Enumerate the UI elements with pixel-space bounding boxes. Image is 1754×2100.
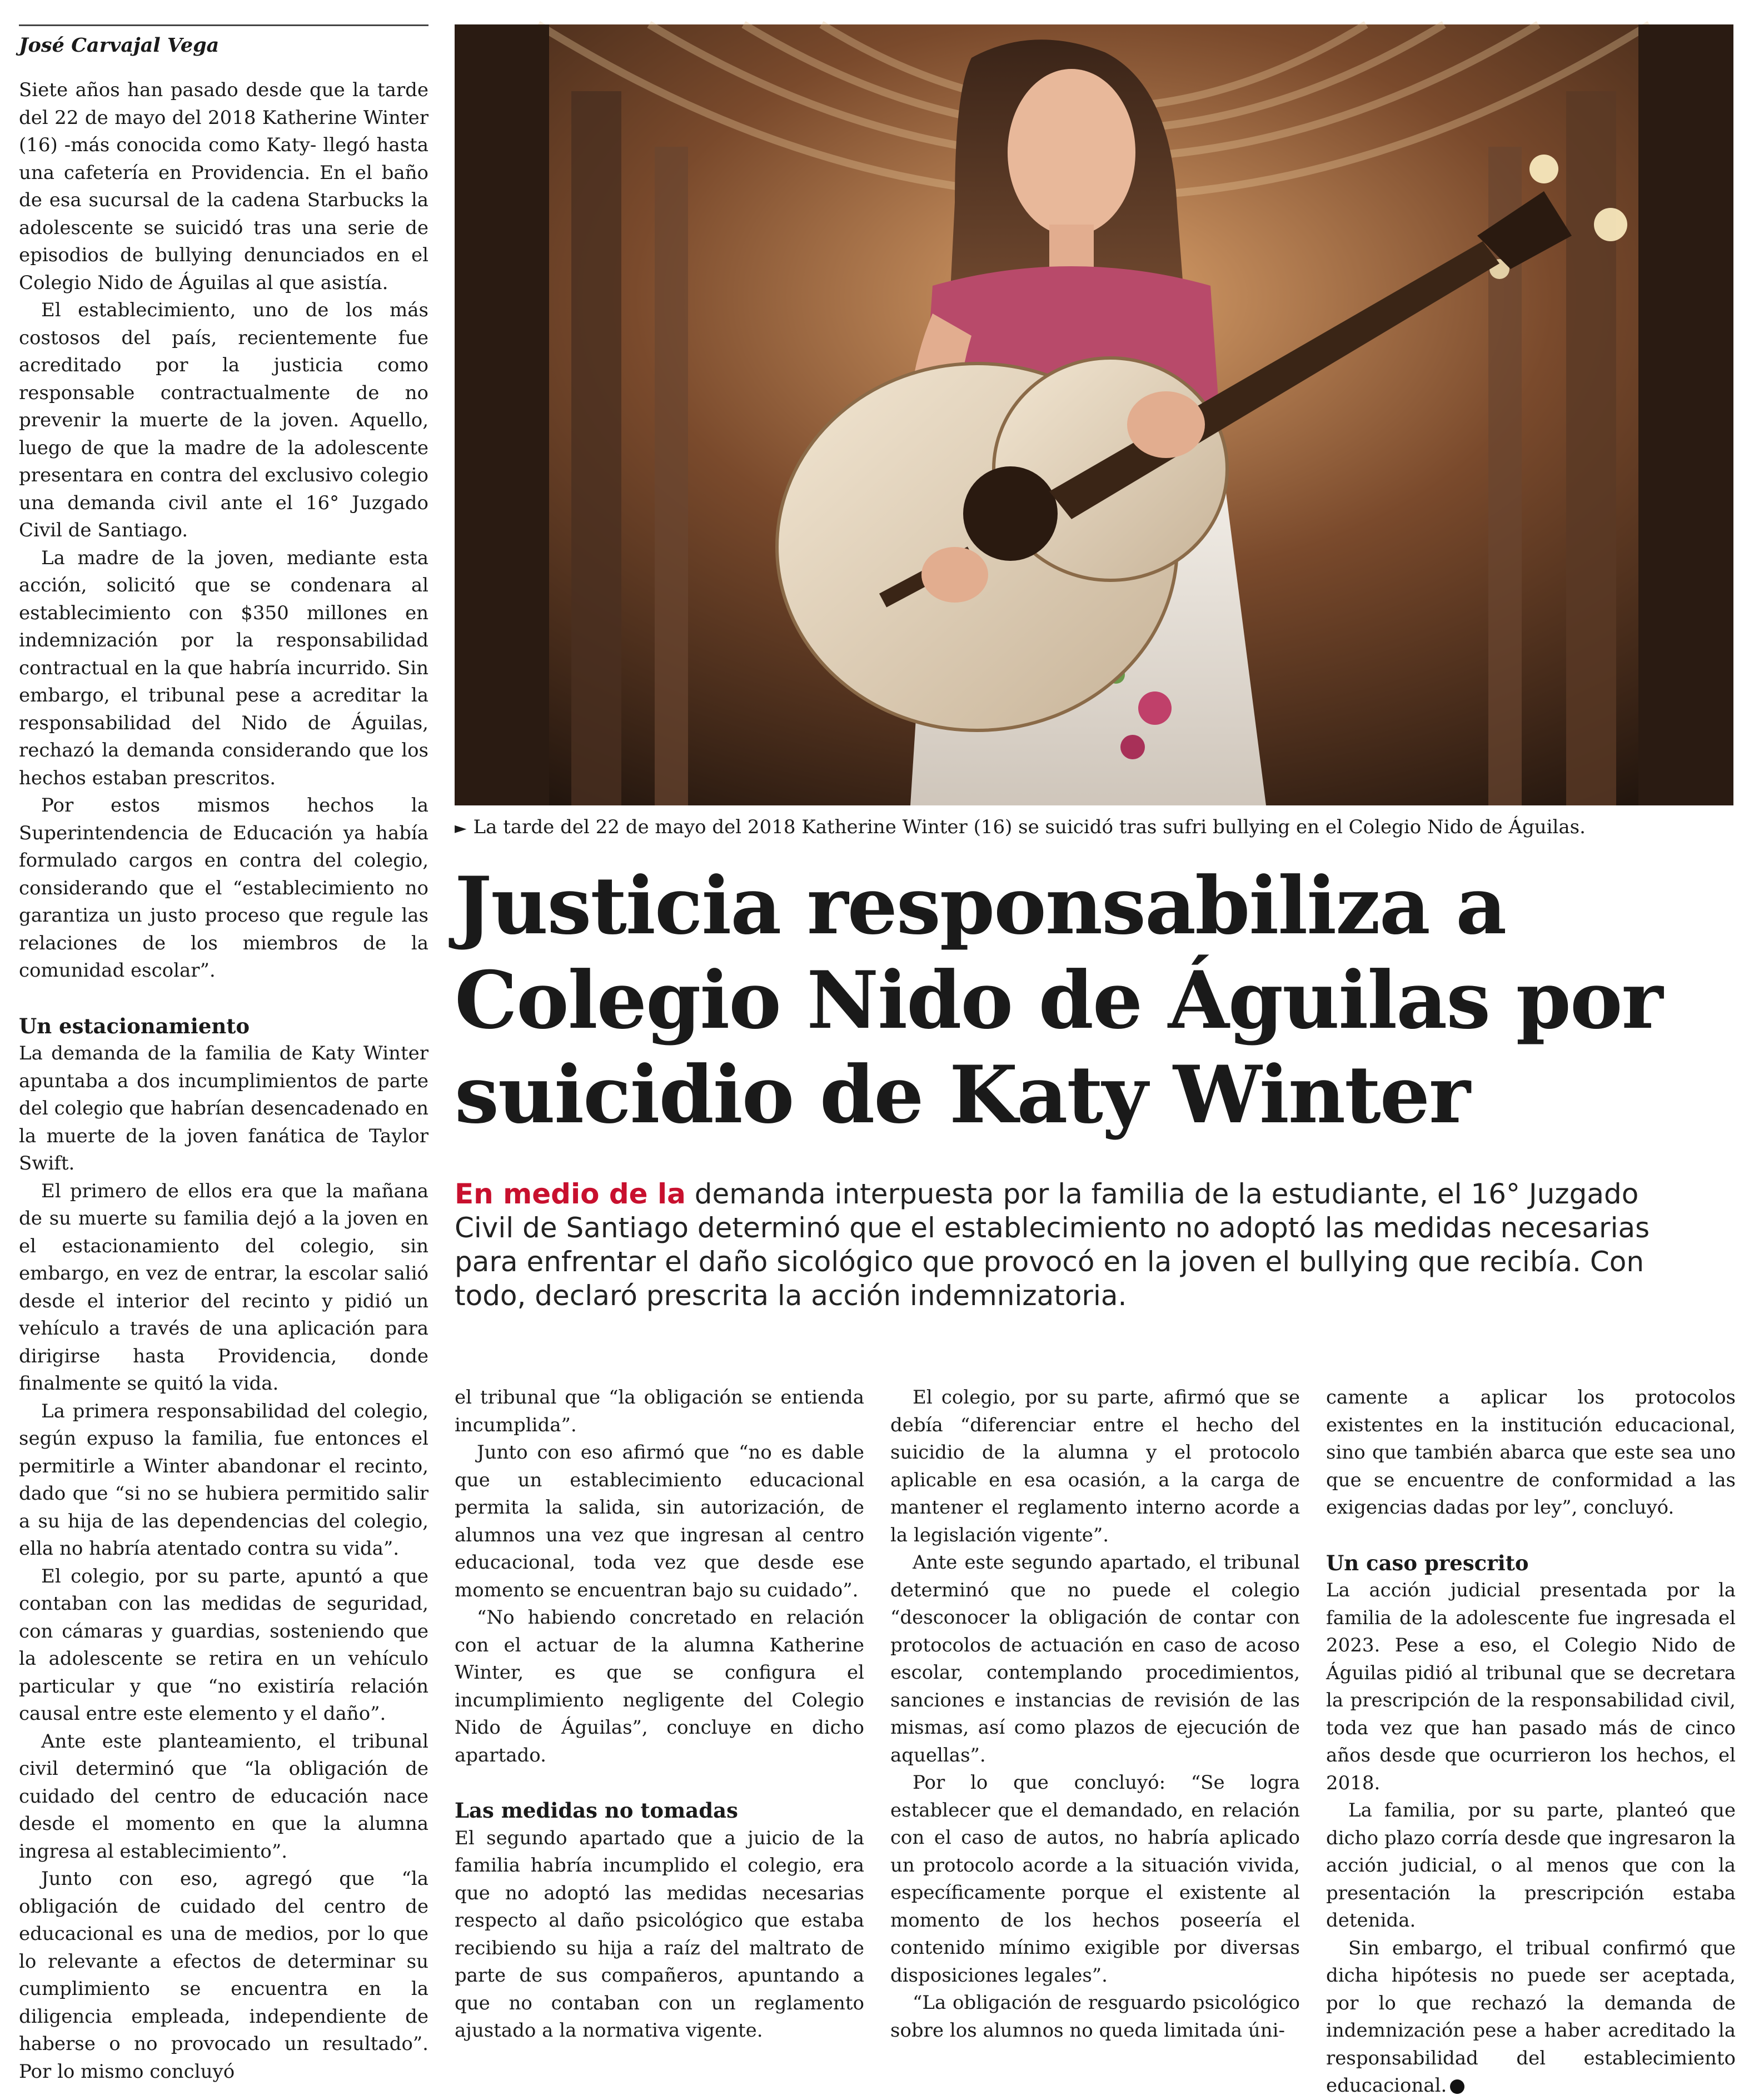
paragraph: La familia, por su parte, planteó que dicho plazo corría desde que ingresaron la acción judicial, o al menos que con la presentación la prescripción estaba detenida. bbox=[1326, 1799, 1736, 1932]
paragraph: La acción judicial presentada por la familia de la adolescente fue ingresada el 2023. Pese a eso, el Colegio Nido de Águilas pidió al tribunal que se decretara la prescripción de la responsabilidad civil, toda vez que han pasado más de cinco años desde que ocurrieron los hechos, el 2018. bbox=[1326, 1579, 1736, 1794]
paragraph: el tribunal que “la obligación se entienda incumplida”. bbox=[455, 1386, 864, 1436]
paragraph: camente a aplicar los protocolos existentes en la institución educacional, sino que también abarca que este sea uno que se encuentre de conformidad a las exigencias dadas por ley”, concluyó. bbox=[1326, 1386, 1736, 1519]
girl-with-guitar-image bbox=[455, 24, 1733, 805]
paragraph: Siete años han pasado desde que la tarde del 22 de mayo del 2018 Katherine Winter (16) -más conocida como Katy- llegó hasta una cafetería en Providencia. En el baño de esa sucursal de la cadena Starbucks la adolescente se suicidó tras una serie de episodios de bullying denunciados en el Colegio Nido de Águilas al que asistía. bbox=[19, 79, 428, 294]
caption-text: La tarde del 22 de mayo del 2018 Katherine Winter (16) se suicidó tras sufri bullying en el Colegio Nido de Águilas. bbox=[473, 816, 1586, 838]
paragraph: La primera responsabilidad del colegio, según expuso la familia, fue entonces el permitirle a Winter abandonar el recinto, dado que “si no se hubiera permitido salir a su hija de las dependencias del colegio, ella no habría atentado contra su vida”. bbox=[19, 1400, 428, 1560]
article-column-4 bbox=[1326, 1384, 1736, 2100]
paragraph: La madre de la joven, mediante esta acción, solicitó que se condenara al establecimiento con $350 millones en indemnización por la responsabilidad contractual en la que habría incurrido. Sin embargo, el tribunal pese a acreditar la responsabilidad del Nido de Águilas, rechazó la demanda considerando que los hechos estaban prescritos. bbox=[19, 546, 428, 789]
end-of-article-icon bbox=[1450, 2079, 1464, 2094]
paragraph: Junto con eso, agregó que “la obligación de cuidado del centro de educacional es una de medios, por lo que lo relevante a efectos de determinar su cumplimiento se encuentra en la diligencia empleada, independiente de haberse o no provocado un resultado”. Por lo mismo concluyó bbox=[19, 1868, 428, 2083]
paragraph: El segundo apartado que a juicio de la familia habría incumplido el colegio, era que no adoptó las medidas necesarias respecto al daño psicológico que estaba recibiendo su hija a raíz del maltrato de parte de sus compañeros, apuntando a que no contaban con un reglamento ajustado a la normativa vigente. bbox=[455, 1827, 864, 2042]
subheading: Un caso prescrito bbox=[1326, 1550, 1529, 1575]
article-column-2 bbox=[455, 1384, 864, 2045]
paragraph: Por lo que concluyó: “Se logra establecer que el demandado, en relación con el caso de autos, no habría aplicado un protocolo acorde a la situación vivida, específicamente porque el existente al momento de los hechos poseería el contenido mínimo exigible por diversas disposiciones legales”. bbox=[890, 1771, 1300, 1987]
headline-line: suicidio de Katy Winter bbox=[455, 1049, 1469, 1141]
paragraph: El colegio, por su parte, apuntó a que contaban con las medidas de seguridad, con cámaras y guardias, sosteniendo que la adolescente se retira en un vehículo particular y que “no existiría relación causal entre este elemento y el daño”. bbox=[19, 1565, 428, 1725]
article-column-3 bbox=[890, 1384, 1300, 2044]
article-photo bbox=[455, 24, 1733, 805]
photo-caption bbox=[455, 815, 1733, 840]
lead-paragraph bbox=[455, 1177, 1677, 1313]
headline bbox=[455, 859, 1733, 1142]
paragraph: El colegio, por su parte, afirmó que se debía “diferenciar entre el hecho del suicidio de la alumna y el protocolo aplicable en esa ocasión, a la carga de mantener el reglamento interno acorde a la legislación vigente”. bbox=[890, 1386, 1300, 1546]
subheading: Las medidas no tomadas bbox=[455, 1798, 738, 1823]
lead-text: demanda interpuesta por la familia de la estudiante, el 16° Juzgado Civil de Santiago determinó que el establecimiento no adoptó las medidas necesarias para enfrentar el daño sicológico que provocó en la joven el bullying que recibía. Con todo, declaró prescrita la acción indemnizatoria. bbox=[455, 1178, 1650, 1312]
paragraph bbox=[1326, 1935, 1736, 2100]
subheading: Un estacionamiento bbox=[19, 1013, 250, 1038]
lead-kicker: En medio de la bbox=[455, 1178, 686, 1210]
byline: José Carvajal Vega bbox=[19, 24, 428, 57]
paragraph-text: Sin embargo, el tribual confirmó que dicha hipótesis no puede ser aceptada, por lo que rechazó la demanda de indemnización pese a haber acreditado la responsabilidad del establecimiento educacional. bbox=[1326, 1937, 1736, 2097]
paragraph: “No habiendo concretado en relación con el actuar de la alumna Katherine Winter, es que se configura el incumplimiento negligente del Colegio Nido de Águilas”, concluye en dicho apartado. bbox=[455, 1606, 864, 1766]
paragraph: El establecimiento, uno de los más costosos del país, recientemente fue acreditado por la justicia como responsable contractualmente de no prevenir la muerte de la joven. Aquello, luego de que la madre de la adolescente presentara en contra del exclusivo colegio una demanda civil ante el 16° Juzgado Civil de Santiago. bbox=[19, 299, 428, 541]
article-column-1 bbox=[19, 77, 428, 2086]
paragraph: El primero de ellos era que la mañana de su muerte su familia dejó a la joven en el estacionamiento del colegio, sin embargo, en vez de entrar, la escolar salió desde el interior del recinto y pidió un vehículo a través de una aplicación para dirigirse hasta Providencia, donde finalmente se quitó la vida. bbox=[19, 1180, 428, 1395]
paragraph: La demanda de la familia de Katy Winter apuntaba a dos incumplimientos de parte del colegio que habrían desencadenado en la muerte de la joven fanática de Taylor Swift. bbox=[19, 1042, 428, 1175]
paragraph: Ante este segundo apartado, el tribunal determinó que no puede el colegio “desconocer la obligación de contar con protocolos de actuación en caso de acoso escolar, contemplando procedimientos, sanciones e instancias de revisión de las mismas, así como plazos de ejecución de aquellas”. bbox=[890, 1551, 1300, 1766]
headline-line: Colegio Nido de Águilas por bbox=[455, 954, 1662, 1047]
paragraph: Por estos mismos hechos la Superintendencia de Educación ya había formulado cargos en contra del colegio, considerando que el “establecimiento no garantiza un justo proceso que regule las relaciones de los miembros de la comunidad escolar”. bbox=[19, 794, 428, 982]
caption-marker: ► bbox=[455, 819, 467, 837]
paragraph: Junto con eso afirmó que “no es dable que un establecimiento educacional permita la salida, sin autorización, de alumnos una vez que ingresan al centro educacional, toda vez que desde ese momento se encuentran bajo su cuidado”. bbox=[455, 1441, 864, 1601]
headline-line: Justicia responsabiliza a bbox=[455, 860, 1506, 952]
paragraph: “La obligación de resguardo psicológico sobre los alumnos no queda limitada úni- bbox=[890, 1992, 1300, 2042]
paragraph: Ante este planteamiento, el tribunal civil determinó que “la obligación de cuidado del centro de educación nace desde el momento en que la alumna ingresa al establecimiento”. bbox=[19, 1730, 428, 1863]
